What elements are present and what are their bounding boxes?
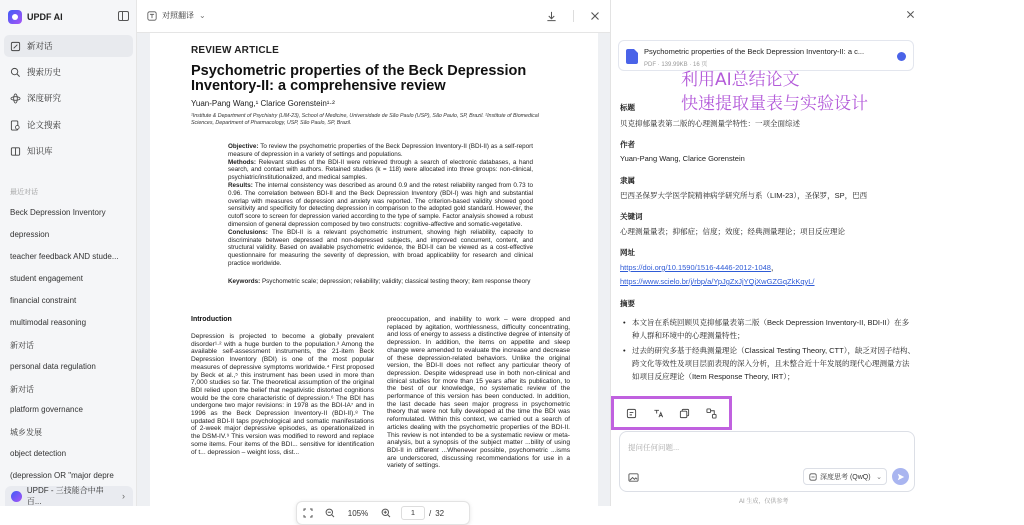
recent-chat-item[interactable]: 新对话 — [10, 385, 34, 394]
promo-line: 利用AI总结论文 — [681, 70, 800, 90]
translate-mode-dropdown[interactable] — [147, 10, 206, 21]
chevron-down-icon: ⌄ — [876, 473, 882, 481]
recent-section-title: 最近对话 — [10, 189, 38, 196]
recent-chat-item[interactable]: (depression OR "major depre — [10, 471, 114, 480]
article-title: Psychometric properties of the Beck Depression Inventory-II: a comprehensive review — [191, 63, 527, 94]
pdf-file-icon — [626, 49, 638, 64]
chevron-right-icon: › — [122, 491, 125, 501]
close-icon[interactable] — [906, 10, 915, 19]
chat-input[interactable]: 提问任何问题... — [628, 443, 680, 452]
fit-page-icon[interactable] — [297, 501, 319, 525]
page-toolbar — [296, 501, 470, 525]
sidebar-item-label: 新对话 — [27, 41, 53, 51]
abstract-results: The internal consistency was described as around 0.9 and the retest reliability ranged from 0.73 to 0.96. The correlation between BDI-II and the Beck Depression Inventory (BDI-I) was high and substantial overlap with measures of depression and anxiety was reported. The criterion-based validity showed good sensitivity and specificity for detecting depression in comparison to the adopted gold standard. However, the cutoff score to screen for depression varied according to the type of sample. Factor analysis showed a robust dimension of general depression composed by two constructs: cognitive-affective and somatic-vegetative. — [228, 181, 533, 228]
summary-title: 贝克抑郁量表第二版的心理测量学特性：一项全面综述 — [620, 119, 800, 128]
recent-chat-item[interactable]: platform governance — [10, 405, 83, 414]
pdf-page — [150, 33, 598, 518]
section-keywords-heading: 关键词 — [620, 212, 643, 221]
keywords-text: Psychometric scale; depression; reliability; validity; classical testing theory; item response theory — [261, 278, 531, 285]
page-indicator — [401, 506, 444, 520]
keywords-heading: Keywords: — [228, 278, 261, 285]
recent-chat-item[interactable]: financial constraint — [10, 296, 77, 305]
body-column-right: preoccupation, and inability to work – were dropped and replaced by agitation, worthlessness, difficulty concentrating, and loss of energy to assess a distinctive degree of intensity of depression. In addition, the items on appetite and sleep change were amended to evaluate the increase and decrease of these depression-related behaviors. Unlike the original version, the BDI-II does not reflect any particular theory of depression. Despite widespread use in both non-clinical and clinical studies for more than 15 years after its publication, to the best of our knowledge, no systematic review of the performance of this version has been conducted. In addition, the last decade has seen major progress in psychometric theory that were not fully developed at the time the BDI was reformulated. Within this context, we carried out a search of articles dealing with the psychometric properties of the BDI-II. This review is not intended to be a systematic review or meta-analysis, but a synopsis of the subject matter ...bility of using BDI-II in different ...Whenever possible, psychometric ...isms are underscored, discussing recommendations for use in a variety of settings. — [387, 316, 570, 470]
message-actions-highlight — [611, 396, 732, 430]
sidebar-item-label: 搜索历史 — [27, 67, 62, 77]
app-logo — [8, 9, 63, 25]
recent-chat-item[interactable]: Beck Depression Inventory — [10, 208, 106, 217]
translate-mode-label: 对照翻译 — [162, 11, 194, 20]
image-upload-icon[interactable] — [628, 472, 639, 483]
ai-disclaimer: AI 生成，仅供参考 — [739, 499, 789, 505]
zoom-in-icon[interactable] — [375, 501, 397, 525]
send-button[interactable] — [892, 468, 909, 485]
ai-panel — [610, 0, 1024, 506]
article-abstract — [228, 143, 533, 268]
recent-chat-item[interactable]: object detection — [10, 449, 67, 458]
body-column-left: Depression is projected to become a globally prevalent disorder¹·² with a huge burden to the population.³ Among the available self-assessment instruments, the 21-item Beck Depression Inventory (BDI) is one of the most popular measures of depressive symptoms worldwide.⁴ First proposed by Beck et al.,⁵ this instrument has been used in more than 7,000 studies so far. The theoretical assumption of the original BDI relied upon the belief that negativistic distorted cognitions would be the core characteristic of depression.⁶ The BDI has undergone two major revisions: in 1978 as the BDI-IA⁷ and in 1996 as the Beck Depression Inventory-II (BDI-II).⁸ The updated BDI-II taps psychological and somatic manifestations of 2-week major depressive episodes, as operationalized in the DSM-IV.⁹ This version was modified to reword and replace some items. Four items of the BDI... sensitive for identification of t... depression – weight loss, dist... — [191, 333, 374, 456]
abstract-heading: Results: — [228, 181, 253, 189]
page-separator: / — [429, 508, 432, 518]
abstract-methods: Relevant studies of the BDI-II were retrieved through a search of electronic databases, a hand search, and contact with authors. Retained studies (k = 118) were allocated into three groups: non-clinical, psychiatric/institutionalized, and medical samples. — [228, 158, 534, 182]
edit-icon — [10, 41, 21, 52]
zoom-out-icon[interactable] — [319, 501, 341, 525]
recent-chat-item[interactable]: multimodal reasoning — [10, 318, 87, 327]
abstract-conclusions: The BDI-II is a relevant psychometric instrument, showing high reliability, capacity to discriminate between depressed and non-depressed subjects, and improved concurrent, content, and structural validity. Based on available psychometric evidence, the BDI-II can be viewed as a cost-effective questionnaire for measuring the severity of depression, with broad applicability for research and clinical practice worldwide. — [228, 228, 533, 267]
recent-chat-item[interactable]: student engagement — [10, 274, 83, 283]
document-header — [137, 0, 610, 33]
file-name: Psychometric properties of the Beck Depression Inventory-II: a c... — [644, 47, 865, 56]
document-search-icon — [10, 120, 21, 131]
close-icon[interactable] — [590, 11, 600, 21]
zoom-level[interactable]: 105% — [347, 508, 369, 518]
sidebar-item-paper-search[interactable] — [4, 114, 133, 136]
divider — [573, 10, 574, 22]
brain-icon — [809, 473, 817, 481]
recent-chat-item[interactable]: 新对话 — [10, 341, 34, 350]
list-item: • 过去的研究多基于经典测量理论（Classical Testing Theory, CTT），缺乏对因子结构、跨文化等效性及项目层面表现的深入分析，且未整合近十年发展的现代心理测量方法如项目反应理论（Item Response Theory, IRT）； — [620, 344, 916, 383]
section-heading: Introduction — [191, 316, 232, 323]
sidebar-item-new-chat[interactable] — [4, 35, 133, 57]
list-item: • 本文旨在系统回顾贝克抑郁量表第二版（Beck Depression Inventory-II, BDI-II）在多种人群和环境中的心理测量特性； — [620, 316, 916, 342]
mind-map-icon[interactable] — [704, 405, 720, 421]
doi-link[interactable]: https://doi.org/10.1590/1516-4446-2012-1048 — [620, 263, 771, 272]
article-type: REVIEW ARTICLE — [191, 45, 279, 56]
chat-input-box[interactable] — [619, 431, 915, 492]
account-switcher[interactable] — [5, 486, 133, 506]
scielo-link[interactable]: https://www.scielo.br/j/rbp/a/YpJgZxJjYQjXwGZGqZkKqyL/ — [620, 277, 815, 286]
promo-line: 快速提取量表与实验设计 — [681, 94, 868, 114]
sidebar-item-label: 深度研究 — [27, 93, 62, 103]
section-url-heading: 网址 — [620, 248, 635, 257]
section-title-heading: 标题 — [620, 103, 635, 112]
file-meta: PDF · 139.99KB · 16 页 — [644, 62, 708, 68]
download-icon[interactable] — [546, 11, 557, 22]
model-selector[interactable] — [803, 468, 887, 485]
abstract-heading: Objective: — [228, 143, 259, 150]
promo-overlay-text — [681, 68, 868, 116]
summary-keywords: 心理测量量表；抑郁症；信度；效度；经典测量理论；项目反应理论 — [620, 227, 845, 236]
insert-note-icon[interactable] — [623, 405, 639, 421]
account-label: UPDF - 三技能合中串百... — [26, 486, 104, 506]
page-number-input[interactable]: 1 — [401, 506, 425, 520]
translate-icon — [147, 11, 157, 21]
url-line — [620, 277, 815, 286]
recent-chat-item[interactable]: depression — [10, 230, 50, 239]
sidebar-item-label: 知识库 — [27, 146, 53, 156]
article-authors: Yuan-Pang Wang,¹ Clarice Gorenstein¹·² — [191, 99, 335, 108]
abstract-heading: Conclusions: — [228, 228, 268, 236]
copy-icon[interactable] — [677, 405, 693, 421]
article-keywords — [228, 278, 533, 286]
recent-chat-item[interactable]: teacher feedback AND stude... — [10, 252, 119, 261]
book-icon — [10, 146, 21, 157]
abstract-objective: To review the psychometric properties of the Beck Depression Inventory-II (BDI-II) as a self-report measure of depression in a variety of settings and populations. — [228, 143, 533, 158]
sidebar-item-search-history[interactable] — [4, 61, 133, 83]
app-title: UPDF AI — [27, 12, 63, 22]
sidebar — [0, 0, 137, 506]
attached-file-card[interactable] — [618, 40, 914, 71]
recent-chat-item[interactable]: personal data regulation — [10, 362, 96, 371]
page-total: 32 — [435, 508, 445, 518]
updf-logo-icon — [11, 491, 22, 502]
check-icon — [897, 52, 906, 61]
section-affiliation-heading: 隶属 — [620, 176, 635, 185]
recent-chat-item[interactable]: 城乡发展 — [10, 428, 42, 437]
updf-logo-icon — [8, 10, 22, 24]
article-affiliation: ¹Institute & Department of Psychiatry (LIM-23), School of Medicine, Universidade de São Paulo (USP), São Paulo, SP, Brazil. ²Institute of Biomedical Sciences, Department of Pharmacology, USP, São Paulo, SP, Brazil. — [191, 113, 539, 126]
summary-authors: Yuan-Pang Wang, Clarice Gorenstein — [620, 154, 745, 163]
abstract-heading: Methods: — [228, 158, 256, 166]
atom-icon — [10, 93, 21, 104]
chevron-down-icon: ⌄ — [199, 11, 206, 20]
url-separator: ， — [770, 263, 779, 272]
sidebar-item-knowledge-base[interactable] — [4, 140, 133, 162]
sidebar-item-label: 论文搜索 — [27, 120, 62, 130]
translate-icon[interactable] — [650, 405, 666, 421]
url-line — [620, 262, 778, 273]
summary-bullets — [620, 316, 916, 385]
sidebar-toggle-icon[interactable] — [118, 11, 129, 21]
section-abstract-heading: 摘要 — [620, 299, 635, 308]
model-label: 深度思考 (QwQ) — [820, 473, 871, 481]
sidebar-item-deep-research[interactable] — [4, 87, 133, 109]
summary-affiliation: 巴西圣保罗大学医学院精神病学研究所与系（LIM-23），圣保罗，SP，巴西 — [620, 191, 868, 200]
section-author-heading: 作者 — [620, 140, 635, 149]
document-panel — [137, 0, 610, 518]
send-icon — [897, 473, 905, 481]
search-icon — [10, 67, 21, 78]
